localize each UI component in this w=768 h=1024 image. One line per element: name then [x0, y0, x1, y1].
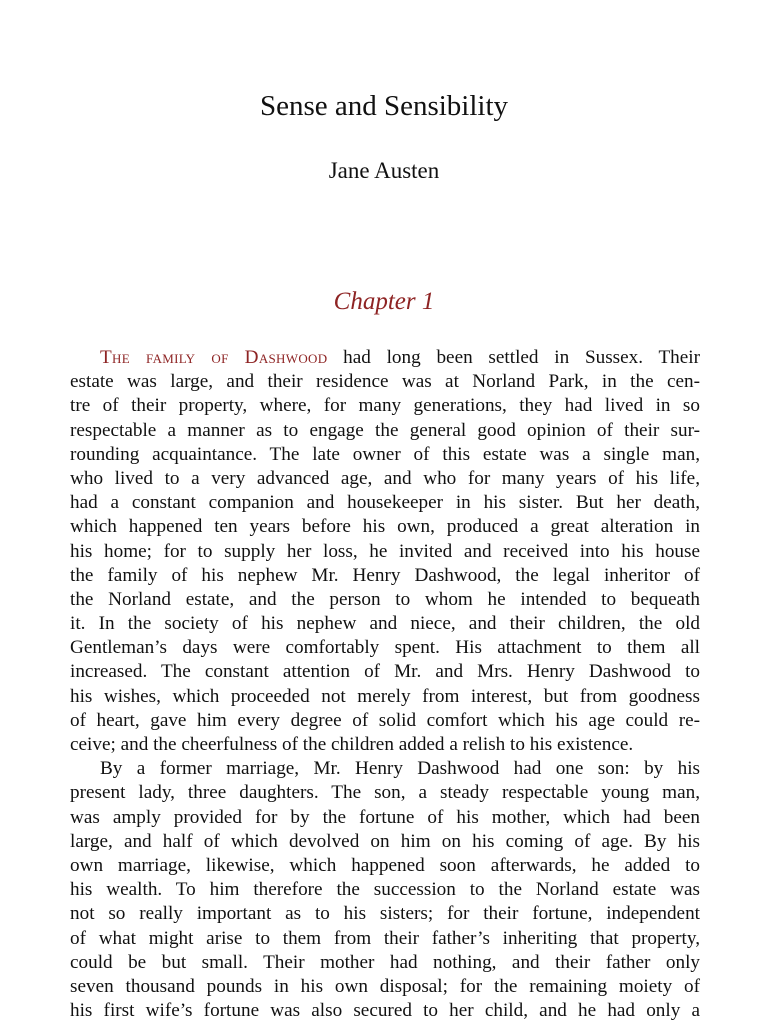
text-line: of heart, gave him every degree of solid comfort which his age could re- [70, 709, 700, 731]
text-line: the Norland estate, and the person to whom he intended to bequeath [70, 588, 700, 610]
text-line: Gentleman’s days were comfortably spent. His attachment to them all [70, 637, 700, 659]
text-line: large, and half of which devolved on him on his coming of age. By his [70, 830, 700, 852]
chapter-body [70, 346, 700, 1023]
text-line: could be but small. Their mother had nothing, and their father only [70, 951, 700, 973]
text-line: had a constant companion and housekeeper in his sister. But her death, [70, 492, 700, 514]
text-line: not so really important as to his sisters; for their fortune, independent [70, 903, 700, 925]
text-line: seven thousand pounds in his own disposal; for the remaining moiety of [70, 975, 700, 997]
text-line: who lived to a very advanced age, and who for many years of his life, [70, 467, 700, 489]
chapter-heading: Chapter 1 [333, 288, 435, 315]
first-line-rest: had long been settled in Sussex. Their [327, 347, 700, 368]
text-line: By a former marriage, Mr. Henry Dashwood had one son: by his [100, 758, 700, 780]
text-line: increased. The constant attention of Mr. and Mrs. Henry Dashwood to [70, 661, 700, 683]
text-line: estate was large, and their residence was at Norland Park, in the cen- [70, 371, 700, 393]
text-line: his wealth. To him therefore the succession to the Norland estate was [70, 879, 700, 901]
book-author: Jane Austen [328, 158, 440, 183]
text-line: own marriage, likewise, which happened soon afterwards, he added to [70, 854, 700, 876]
text-line: of what might arise to them from their father’s inheriting that property, [70, 927, 700, 949]
text-line: the family of his nephew Mr. Henry Dashwood, the legal inheritor of [70, 564, 700, 586]
text-line: it. In the society of his nephew and niece, and their children, the old [70, 613, 700, 635]
text-line: rounding acquaintance. The late owner of this estate was a single man, [70, 443, 700, 465]
text-line: his first wife’s fortune was also secured to her child, and he had only a [70, 1000, 700, 1022]
paragraph-2 [70, 757, 700, 1023]
text-line: present lady, three daughters. The son, a steady respectable young man, [70, 782, 700, 804]
text-line: tre of their property, where, for many generations, they had lived in so [70, 395, 700, 417]
paragraph-1 [70, 346, 700, 757]
text-line [70, 346, 700, 370]
text-line: his wishes, which proceeded not merely from interest, but from goodness [70, 685, 700, 707]
text-line: his home; for to supply her loss, he invited and received into his house [70, 540, 700, 562]
text-line: which happened ten years before his own, produced a great alteration in [70, 516, 700, 538]
book-title: Sense and Sensibility [259, 90, 509, 122]
text-line: ceive; and the cheerfulness of the children added a relish to his existence. [70, 734, 634, 755]
text-line: was amply provided for by the fortune of his mother, which had been [70, 806, 700, 828]
chapter-lead-in: The family of Dashwood [100, 347, 328, 368]
text-line: respectable a manner as to engage the general good opinion of their sur- [70, 419, 700, 441]
